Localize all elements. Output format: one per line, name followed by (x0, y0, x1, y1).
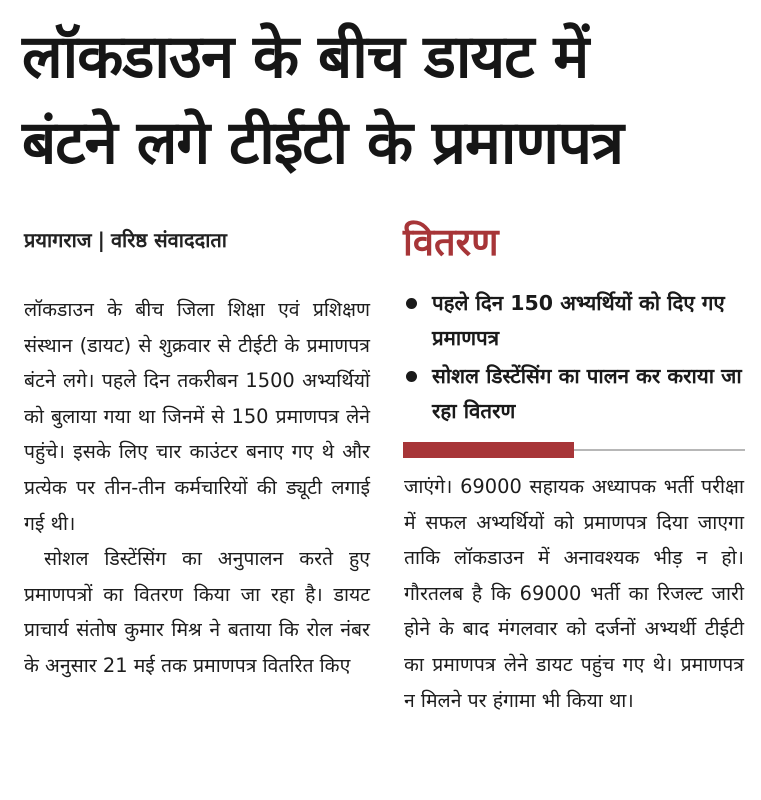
bullet-dot-icon (406, 371, 417, 382)
byline-reporter: वरिष्ठ संवाददाता (110, 228, 227, 252)
sidebar-bullet-text: सोशल डिस्टेंसिंग का पालन कर कराया जा रहा वितरण (432, 364, 742, 423)
sidebar-bullet-item (402, 359, 747, 429)
byline (24, 226, 227, 254)
byline-place: प्रयागराज (24, 228, 92, 252)
sidebar-bullet-item (402, 286, 747, 356)
article-right-column (404, 469, 744, 718)
sidebar-title: वितरण (403, 220, 499, 264)
section-divider-accent (403, 442, 574, 458)
article-paragraph: सोशल डिस्टेंसिंग का अनुपालन करते हुए प्रमाणपत्रों का वितरण किया जा रहा है। डायट प्राचार्य संतोष कुमार मिश्र ने बताया कि रोल नंबर के अनुसार 21 मई तक प्रमाणपत्र वितरित किए (24, 547, 370, 677)
sidebar-bullet-list (402, 286, 747, 432)
headline (22, 14, 747, 186)
byline-separator: | (97, 228, 105, 252)
article-paragraph: लॉकडाउन के बीच जिला शिक्षा एवं प्रशिक्षण संस्थान (डायट) से शुक्रवार से टीईटी के प्रमाणपत्र बंटने लगे। पहले दिन तकरीबन 1500 अभ्यर्थियों को बुलाया गया था जिनमें से 150 प्रमाणपत्र लेने पहुंचे। इसके लिए चार काउंटर बनाए गए थे और प्रत्येक पर तीन-तीन कर्मचारियों की ड्यूटी लगाई गई थी। (24, 298, 370, 535)
article-continuation: जाएंगे। 69000 सहायक अध्यापक भर्ती परीक्षा में सफल अभ्यर्थियों को प्रमाणपत्र दिया जाएगा ताकि लॉकडाउन में अनावश्यक भीड़ न हो। गौरतलब है कि 69000 भर्ती का रिजल्ट जारी होने के बाद मंगलवार को दर्जनों अभ्यर्थी टीईटी का प्रमाणपत्र लेने डायट पहुंच गए थे। प्रमाणपत्र न मिलने पर हंगामा भी किया था। (404, 475, 744, 712)
headline-line-2: बंटने लगे टीईटी के प्रमाणपत्र (22, 108, 624, 178)
sidebar-bullet-text: पहले दिन 150 अभ्यर्थियों को दिए गए प्रमाणपत्र (432, 291, 725, 350)
headline-line-1: लॉकडाउन के बीच डायट में (22, 22, 589, 92)
bullet-dot-icon (406, 298, 417, 309)
article-left-column (24, 292, 370, 684)
